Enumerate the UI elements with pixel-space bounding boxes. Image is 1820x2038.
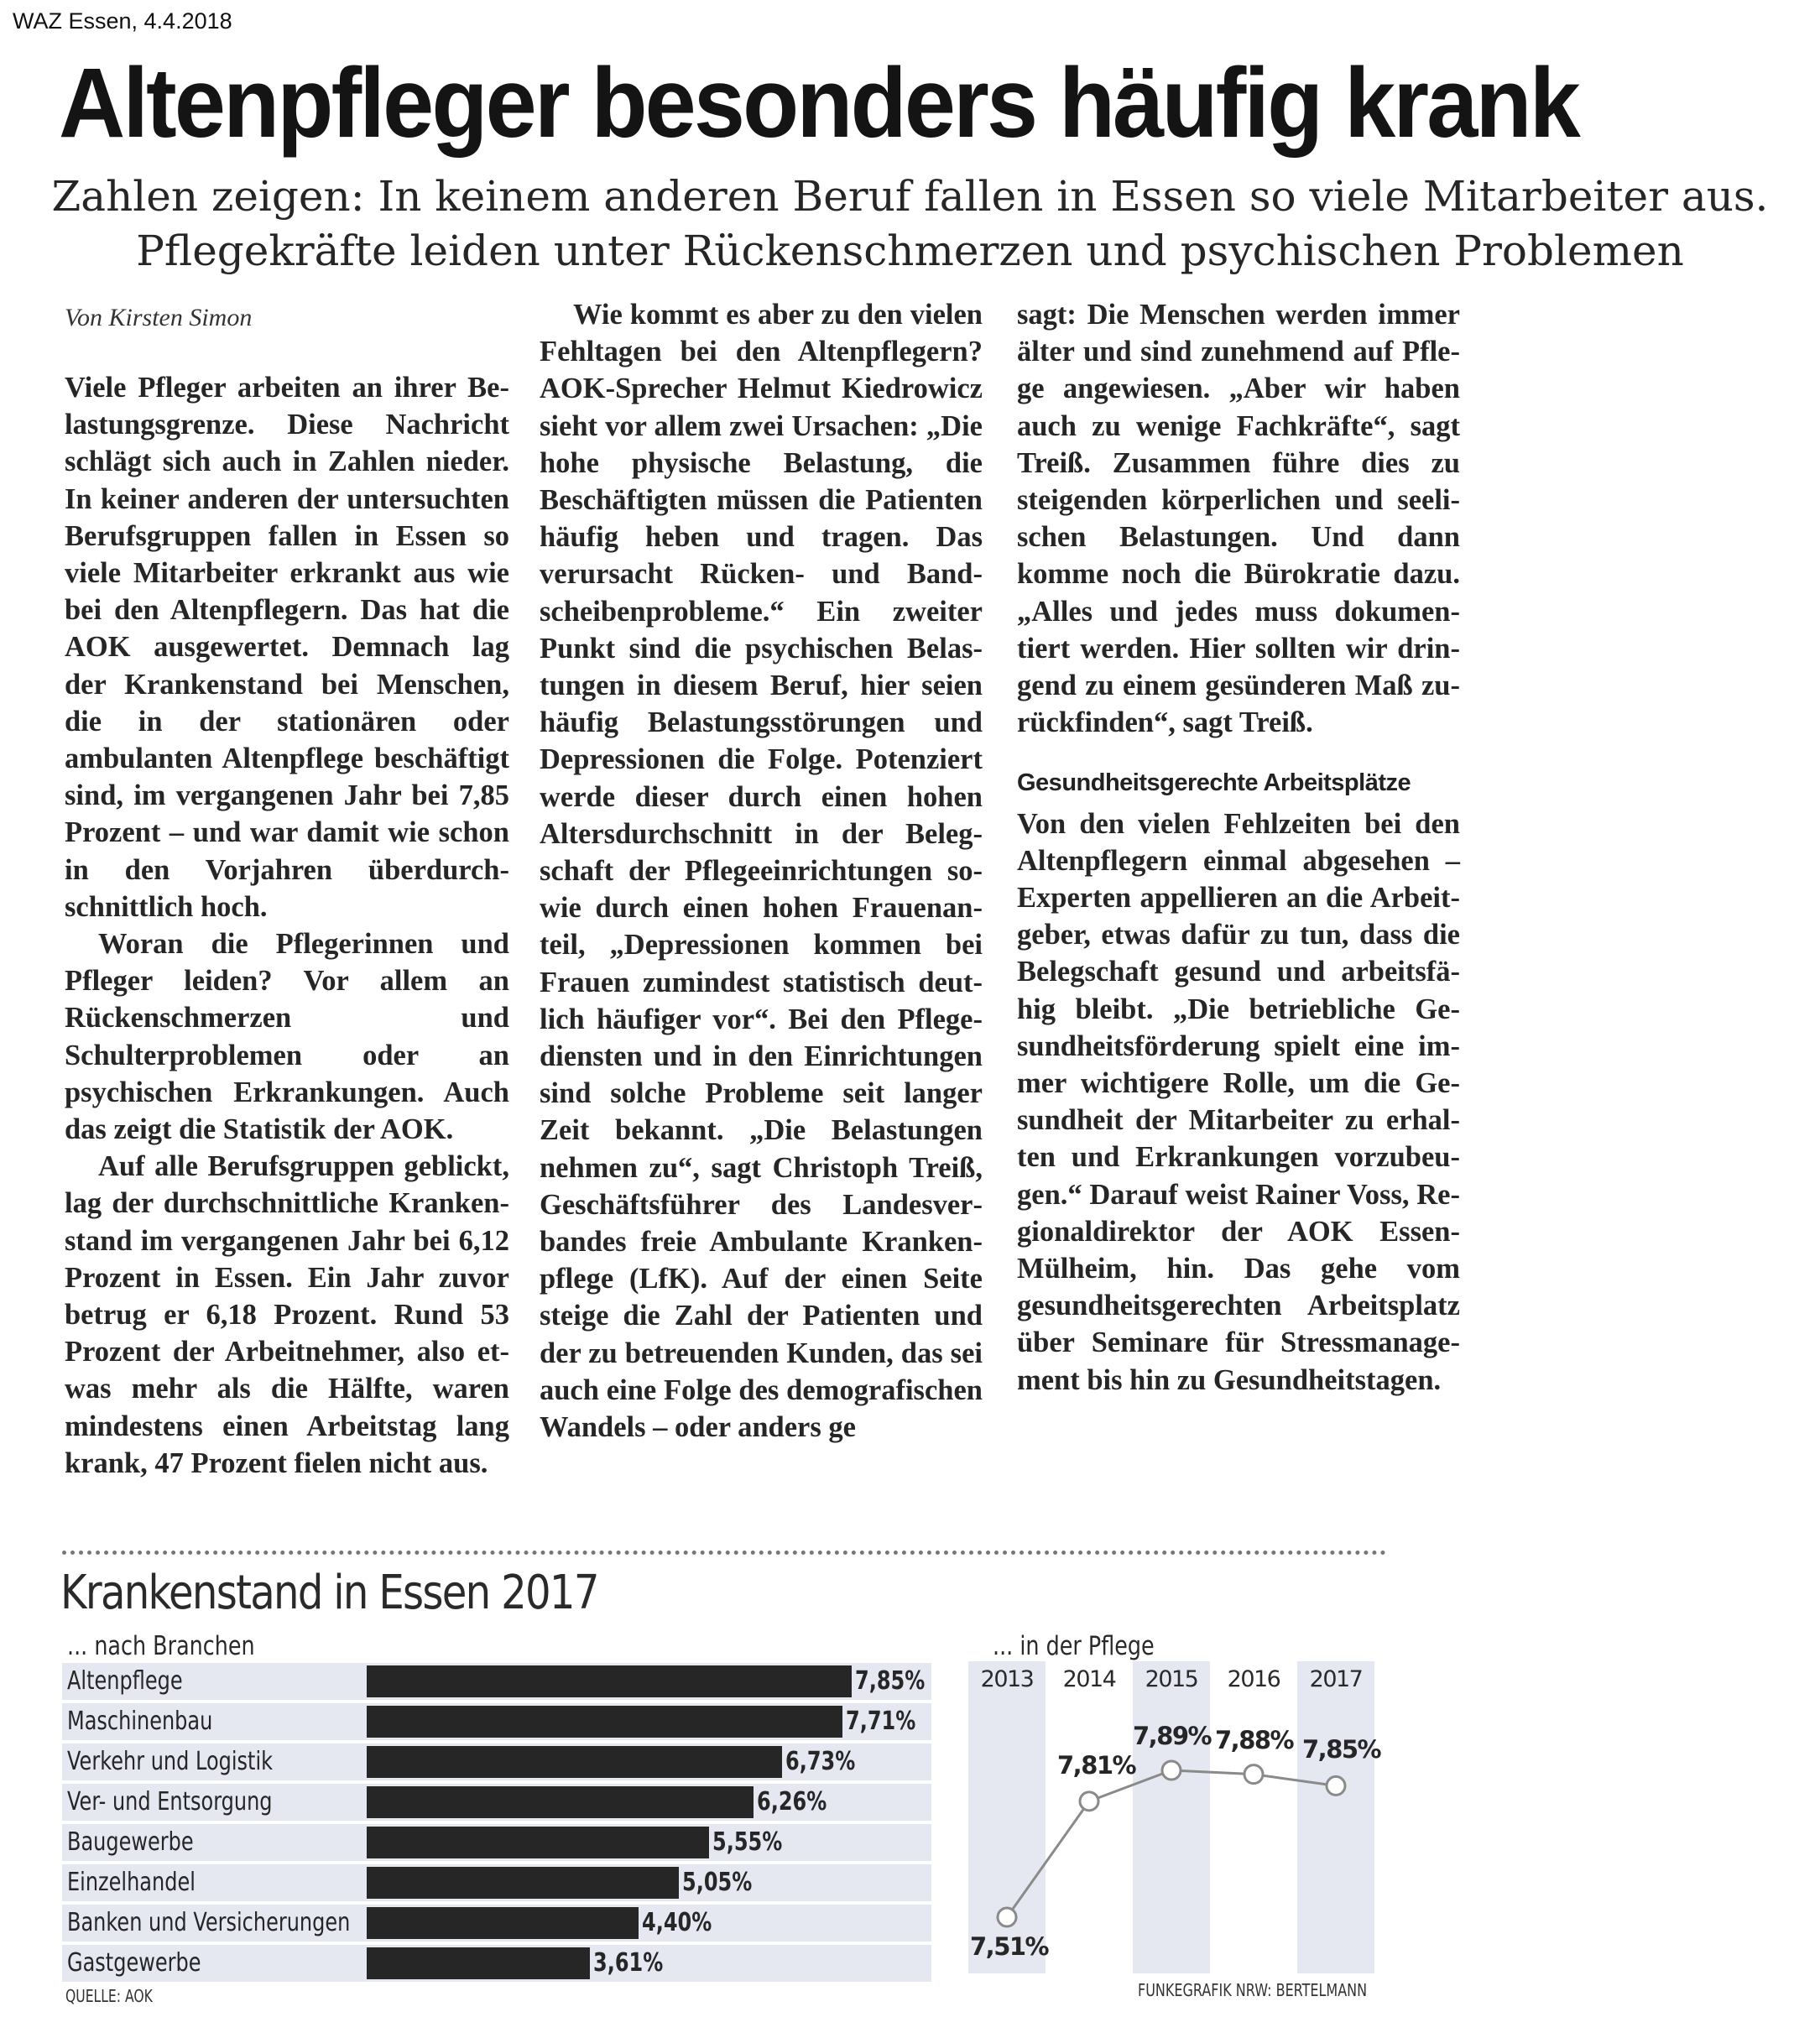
bar-label: Ver- und Entsorgung — [67, 1787, 273, 1816]
paragraph: Auf alle Berufsgruppen geblickt, lag der durchschnittliche Krankenstand im vergangenen Jahr bei 6,12 Prozent in Essen. Ein Jahr zuvor betrug er 6,18 Prozent. Rund 53 Prozent der Arbeitnehmer, also etwas mehr als die Hälfte, waren mindestens einen Arbeitstag lang krank, 47 Prozent fielen nicht aus. — [65, 1150, 509, 1479]
bar — [367, 1867, 679, 1899]
year-label: 2013 — [980, 1666, 1034, 1692]
line-chart — [968, 1661, 1388, 1973]
bar-value-label: 7,71% — [846, 1707, 916, 1736]
bar-label: Verkehr und Logistik — [67, 1747, 274, 1776]
bar-value-label: 7,85% — [854, 1666, 926, 1696]
paragraph: Wie kommt es aber zu den vielen Fehltagen bei den Altenpflegern? AOK-Sprecher Helmut Kiedrowicz sieht vor allem zwei Ursachen: „Die hohe physische Belastung, die Beschäftigten müssen die Patienten häufig heben und tragen. Das verursacht Rücken- und Bandscheibenprobleme.“ Ein zweiter Punkt sind die psychischen Belastungen in diesem Beruf, hier seien häufig Belastungsstörungen und Depressionen die Folge. Potenziert werde dieser durch einen hohen Altersdurchschnitt in der Belegschaft der Pflegeeinrichtungen sowie durch einen hohen Frauenanteil, „Depressionen kommen bei Frauen zumindest statistisch deutlich häufiger vor“. Bei den Pflegediensten und in den Einrichtungen sind solche Probleme seit langer Zeit bekannt. „Die Belastungen nehmen zu“, sagt Christoph Treiß, Geschäftsführer des Landesverbandes freie Ambulante Krankenpflege (LfK). Auf der einen Seite steige die Zahl der Patienten und der zu betreuenden Kunden, das sei auch eine Folge des demografischen Wandels – oder anders ge — [540, 299, 983, 1444]
bar-row — [62, 1663, 931, 1700]
data-point-marker — [1244, 1765, 1263, 1784]
bar-value-label: 6,73% — [785, 1747, 856, 1776]
bar — [367, 1706, 842, 1738]
bar — [367, 1947, 590, 1979]
year-label: 2016 — [1227, 1666, 1280, 1692]
bar-label: Banken und Versicherungen — [67, 1908, 351, 1937]
paragraph: Woran die Pflegerinnen und Pfleger leiden? Vor allem an Rückenschmerzen und Schulterproblemen oder an psychischen Erkrankungen. Auch das zeigt die Statistik der AOK. — [65, 928, 509, 1146]
bar-chart-subtitle: ... nach Branchen — [67, 1631, 255, 1661]
bar-row — [62, 1824, 931, 1861]
line-chart-subtitle: ... in der Pflege — [993, 1631, 1155, 1661]
bar-value-label: 3,61% — [592, 1948, 663, 1978]
bar-value-label: 5,05% — [681, 1868, 752, 1897]
data-point-label: 7,88% — [1215, 1725, 1294, 1754]
data-point-marker — [1080, 1792, 1098, 1811]
data-point-marker — [1327, 1776, 1345, 1795]
paragraph: Von den vielen Fehlzeiten bei den Altenpflegern einmal abgesehen – Experten appellieren an die Arbeitgeber, etwas dafür zu tun, dass die Belegschaft gesund und arbeitsfähig bleibt. „Die betriebliche Gesundheitsförderung spielt eine immer wichtigere Rolle, um die Gesundheit der Mitarbeiter zu erhalten und Erkrankungen vorzubeugen.“ Darauf weist Rainer Voss, Regionaldirektor der AOK Essen-Mülheim, hin. Das gehe vom gesundheitsgerechten Arbeitsplatz über Seminare für Stressmanagement bis hin zu Gesundheitstagen. — [1017, 807, 1460, 1396]
data-point-marker — [998, 1908, 1016, 1926]
dotted-divider — [62, 1551, 1386, 1555]
graphic-credit: FUNKEGRAFIK NRW: BERTELMANN — [1138, 1980, 1368, 2000]
bar-value-label: 6,26% — [756, 1787, 827, 1816]
year-label: 2017 — [1309, 1666, 1363, 1692]
bar — [367, 1827, 709, 1858]
bar-row — [62, 1905, 931, 1942]
paragraph: Viele Pfleger arbeiten an ihrer Belastungsgrenze. Diese Nachricht schlägt sich auch in Zahlen nieder. In keiner anderen der untersuchten Berufsgruppen fallen in Essen so viele Mitarbeiter erkrankt aus wie bei den Altenpflegern. Das hat die AOK ausgewertet. Demnach lag der Krankenstand bei Menschen, die in der stationären oder ambulanten Altenpflege beschäftigt sind, im vergangenen Jahr bei 7,85 Prozent – und war damit wie schon in den Vorjahren überdurchschnittlich hoch. — [65, 372, 509, 923]
bar-row — [62, 1864, 931, 1901]
source-credit: QUELLE: AOK — [65, 1986, 153, 2006]
bar — [367, 1746, 782, 1778]
bar-label: Altenpflege — [67, 1666, 183, 1696]
section-heading: Gesundheitsgerechte Arbeitsplätze — [1017, 769, 1411, 797]
bar-label: Maschinenbau — [67, 1707, 213, 1736]
subheadline-line-1: Zahlen zeigen: In keinem anderen Beruf fallen in Essen so viele Mitarbeiter aus. — [51, 172, 1769, 221]
data-point-label: 7,81% — [1057, 1750, 1136, 1780]
bar-label: Einzelhandel — [67, 1868, 196, 1897]
year-label: 2015 — [1145, 1666, 1198, 1692]
source-line: WAZ Essen, 4.4.2018 — [13, 8, 232, 34]
subheadline-line-2: Pflegekräfte leiden unter Rückenschmerzen und psychischen Problemen — [136, 227, 1684, 275]
trend-line — [968, 1661, 1388, 1973]
bar-chart — [62, 1663, 931, 1985]
article-column-3 — [1017, 296, 1460, 1399]
bar — [367, 1907, 639, 1939]
bar-value-label: 5,55% — [712, 1827, 783, 1857]
bar-row — [62, 1703, 931, 1740]
bar-row — [62, 1744, 931, 1780]
bar-label: Gastgewerbe — [67, 1948, 201, 1978]
bar — [367, 1786, 754, 1818]
bar-value-label: 4,40% — [641, 1908, 712, 1937]
bar — [367, 1665, 852, 1697]
byline: Von Kirsten Simon — [65, 304, 253, 331]
bar-row — [62, 1784, 931, 1821]
data-point-marker — [1162, 1761, 1181, 1780]
data-point-label: 7,85% — [1302, 1735, 1381, 1764]
bar-label: Baugewerbe — [67, 1827, 194, 1857]
chart-title: Krankenstand in Essen 2017 — [60, 1566, 598, 1620]
data-point-label: 7,89% — [1133, 1722, 1212, 1750]
data-point-label: 7,51% — [970, 1932, 1049, 1961]
year-label: 2014 — [1062, 1666, 1116, 1692]
article-column-2 — [540, 296, 983, 1446]
headline: Altenpfleger besonders häufig krank — [59, 48, 1579, 159]
paragraph: sagt: Die Menschen werden immer älter und sind zunehmend auf Pflege angewiesen. „Aber wir haben auch zu wenige Fachkräfte“, sagt Treiß. Zusammen führe dies zu steigenden körperlichen und seelischen Belastungen. Und dann komme noch die Bürokratie dazu. „Alles und jedes muss dokumentiert werden. Hier sollten wir dringend zu einem gesünderen Maß zurückfinden“, sagt Treiß. — [1017, 299, 1460, 739]
article-column-1 — [65, 369, 509, 1482]
bar-row — [62, 1945, 931, 1982]
